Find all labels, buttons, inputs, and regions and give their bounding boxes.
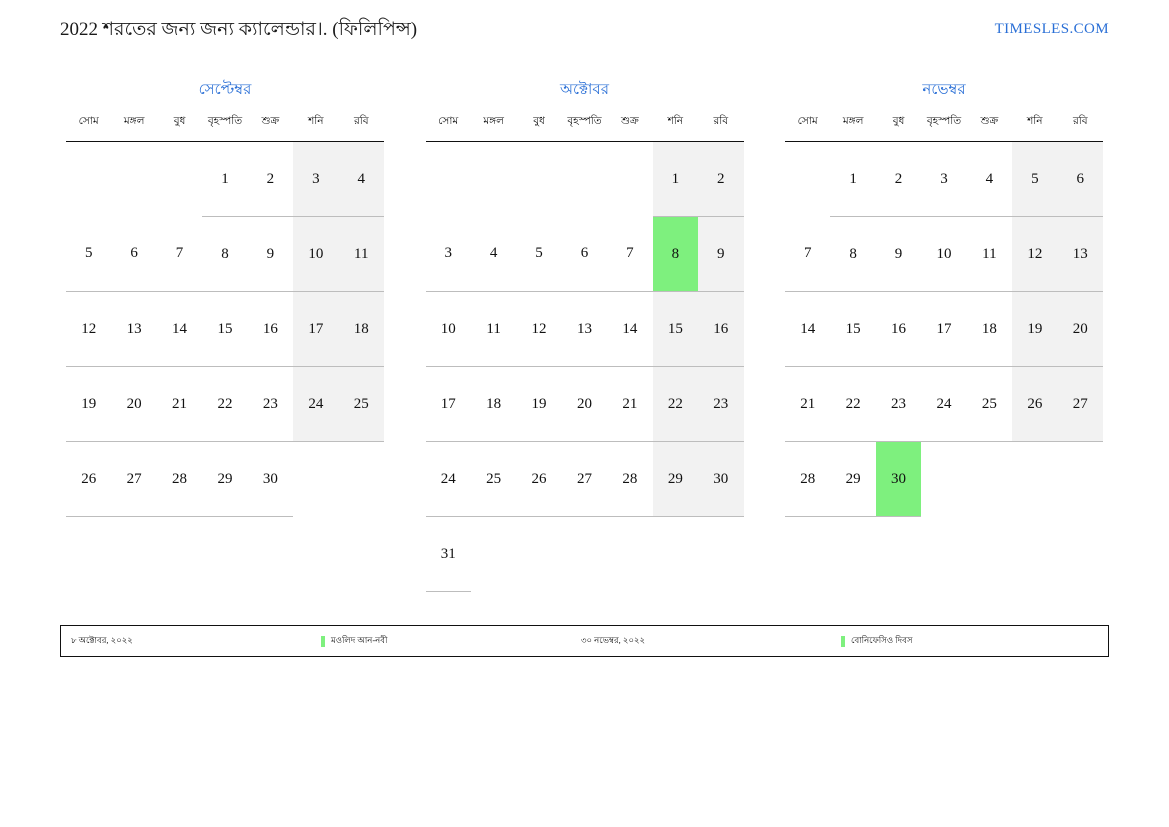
weekday-header: শুক্র [607,110,652,142]
legend-item [841,626,1101,656]
day-cell[interactable]: 25 [967,367,1012,442]
day-cell-empty [339,442,384,517]
day-cell[interactable]: 13 [562,292,607,367]
day-cell[interactable]: 1 [830,142,875,217]
legend-item [61,626,321,656]
day-cell[interactable]: 9 [248,217,293,292]
day-cell-empty [1058,442,1103,517]
weekday-header: বুধ [876,110,921,142]
day-cell[interactable]: 19 [1012,292,1057,367]
day-cell[interactable]: 26 [516,442,561,517]
weekday-header: বুধ [516,110,561,142]
weekday-header: সোম [426,110,471,142]
week-row [785,217,1103,292]
day-cell[interactable]: 17 [426,367,471,442]
day-cell[interactable]: 21 [607,367,652,442]
weekday-header-row [426,110,744,142]
day-cell[interactable]: 27 [562,442,607,517]
day-cell[interactable]: 26 [1012,367,1057,442]
day-cell[interactable]: 17 [921,292,966,367]
day-cell-empty [1012,442,1057,517]
day-cell[interactable]: 23 [698,367,743,442]
day-cell[interactable]: 1 [653,142,698,217]
day-cell-empty [516,517,561,592]
day-cell[interactable]: 5 [516,217,561,292]
day-cell[interactable]: 27 [1058,367,1103,442]
day-cell[interactable]: 14 [785,292,830,367]
weekday-header: সোম [66,110,111,142]
day-cell[interactable]: 4 [967,142,1012,217]
day-cell[interactable]: 15 [653,292,698,367]
month-title: অক্টোবর [559,82,610,98]
weekday-header-row [66,110,384,142]
day-cell[interactable]: 8 [202,217,247,292]
day-cell[interactable]: 16 [698,292,743,367]
day-cell-empty [426,142,471,217]
day-cell[interactable]: 10 [426,292,471,367]
weekday-header: বৃহস্পতি [202,110,247,142]
month-grid [66,110,384,517]
legend-label: মওলিদ আন-নবী [331,635,388,645]
day-cell[interactable]: 24 [426,442,471,517]
day-cell[interactable]: 13 [111,292,156,367]
day-cell[interactable]: 9 [698,217,743,292]
day-cell[interactable]: 11 [967,217,1012,292]
day-cell[interactable]: 30 [248,442,293,517]
weekday-header: মঙ্গল [830,110,875,142]
legend-box [60,625,1109,657]
weekday-header: বৃহস্পতি [562,110,607,142]
day-cell[interactable]: 4 [339,142,384,217]
day-cell[interactable]: 2 [876,142,921,217]
day-cell-empty [111,142,156,217]
page-header [60,18,1109,48]
day-cell[interactable]: 19 [66,367,111,442]
day-cell[interactable]: 24 [293,367,338,442]
day-cell[interactable]: 23 [248,367,293,442]
day-cell[interactable]: 28 [785,442,830,517]
week-row [66,142,384,217]
day-cell-empty [562,142,607,217]
weekday-header: শুক্র [967,110,1012,142]
day-cell[interactable]: 14 [157,292,202,367]
day-cell[interactable]: 27 [111,442,156,517]
day-cell[interactable]: 12 [516,292,561,367]
day-cell[interactable]: 21 [157,367,202,442]
day-cell[interactable]: 19 [516,367,561,442]
day-cell[interactable]: 11 [471,292,516,367]
week-row [785,292,1103,367]
weekday-header: রবি [1058,110,1103,142]
month-block [60,78,390,592]
day-cell[interactable]: 5 [1012,142,1057,217]
day-cell[interactable]: 30 [698,442,743,517]
day-cell[interactable]: 24 [921,367,966,442]
day-cell[interactable]: 14 [607,292,652,367]
weekday-header: রবি [339,110,384,142]
day-cell-empty [698,517,743,592]
day-cell[interactable]: 26 [66,442,111,517]
weekday-header-row [785,110,1103,142]
day-cell-empty [471,142,516,217]
day-cell[interactable]: 28 [157,442,202,517]
day-cell[interactable]: 15 [830,292,875,367]
day-cell[interactable]: 18 [339,292,384,367]
day-cell[interactable]: 10 [293,217,338,292]
weekday-header: শনি [1012,110,1057,142]
week-row [426,517,744,592]
day-cell[interactable]: 21 [785,367,830,442]
legend-color-swatch [841,636,845,647]
day-cell[interactable]: 31 [426,517,471,592]
day-cell-empty [967,442,1012,517]
week-row [785,367,1103,442]
day-cell[interactable]: 16 [248,292,293,367]
day-cell[interactable]: 2 [698,142,743,217]
day-cell[interactable]: 3 [293,142,338,217]
day-cell[interactable]: 6 [1058,142,1103,217]
day-cell[interactable]: 12 [1012,217,1057,292]
legend-date: ৮ অক্টোবর, ২০২২ [71,635,133,645]
day-cell[interactable]: 20 [1058,292,1103,367]
month-block [420,78,750,592]
day-cell[interactable]: 28 [607,442,652,517]
day-cell[interactable]: 16 [876,292,921,367]
day-cell[interactable]: 6 [562,217,607,292]
weekday-header: রবি [698,110,743,142]
day-cell-empty [607,517,652,592]
day-cell[interactable]: 25 [471,442,516,517]
day-cell[interactable]: 3 [921,142,966,217]
day-cell-empty [921,442,966,517]
day-cell-empty [157,142,202,217]
day-cell[interactable]: 5 [66,217,111,292]
week-row [426,217,744,292]
week-row [426,292,744,367]
week-row [66,367,384,442]
week-row [426,142,744,217]
day-cell-empty [653,517,698,592]
day-cell[interactable]: 7 [157,217,202,292]
month-grid [785,110,1103,517]
day-cell[interactable]: 9 [876,217,921,292]
legend-date: ৩০ নভেম্বর, ২০২২ [581,635,646,645]
day-cell[interactable]: 6 [111,217,156,292]
page-title: 2022 শরতের জন্য জন্য ক্যালেন্ডার।. (ফিলিপিন্স) [60,19,418,40]
day-cell[interactable]: 20 [111,367,156,442]
day-cell[interactable]: 17 [293,292,338,367]
month-block [779,78,1109,592]
day-cell-empty [66,142,111,217]
month-grid [426,110,744,592]
day-cell[interactable]: 13 [1058,217,1103,292]
day-cell[interactable]: 15 [202,292,247,367]
day-cell[interactable]: 10 [921,217,966,292]
day-cell[interactable]: 8 [653,217,698,292]
week-row [66,217,384,292]
week-row [66,292,384,367]
day-cell[interactable]: 4 [471,217,516,292]
weekday-header: বৃহস্পতি [921,110,966,142]
day-cell[interactable]: 29 [653,442,698,517]
day-cell[interactable]: 7 [607,217,652,292]
day-cell[interactable]: 12 [66,292,111,367]
day-cell[interactable]: 8 [830,217,875,292]
day-cell[interactable]: 22 [830,367,875,442]
day-cell-empty [562,517,607,592]
day-cell[interactable]: 22 [653,367,698,442]
legend-color-swatch [321,636,325,647]
day-cell-empty [785,142,830,217]
legend-item [321,626,581,656]
day-cell-empty [471,517,516,592]
day-cell[interactable]: 25 [339,367,384,442]
day-cell[interactable]: 3 [426,217,471,292]
day-cell[interactable]: 29 [830,442,875,517]
week-row [426,367,744,442]
site-brand[interactable]: TIMESLES.COM [994,21,1109,37]
month-title: সেপ্টেম্বর [198,82,252,98]
weekday-header: মঙ্গল [471,110,516,142]
week-row [785,442,1103,517]
week-row [785,142,1103,217]
week-row [426,442,744,517]
day-cell[interactable]: 7 [785,217,830,292]
legend-item [581,626,841,656]
day-cell-empty [607,142,652,217]
day-cell[interactable]: 23 [876,367,921,442]
day-cell[interactable]: 18 [471,367,516,442]
weekday-header: সোম [785,110,830,142]
day-cell-empty [516,142,561,217]
months-container [60,78,1109,592]
weekday-header: শনি [653,110,698,142]
day-cell[interactable]: 2 [248,142,293,217]
weekday-header: মঙ্গল [111,110,156,142]
day-cell[interactable]: 11 [339,217,384,292]
week-row [66,442,384,517]
month-title: নভেম্বর [922,82,966,98]
day-cell[interactable]: 29 [202,442,247,517]
day-cell[interactable]: 20 [562,367,607,442]
day-cell[interactable]: 18 [967,292,1012,367]
day-cell[interactable]: 1 [202,142,247,217]
legend-label: বোনিফেসিও দিবস [851,635,913,645]
weekday-header: শুক্র [248,110,293,142]
day-cell[interactable]: 22 [202,367,247,442]
day-cell[interactable]: 30 [876,442,921,517]
day-cell-empty [293,442,338,517]
weekday-header: বুধ [157,110,202,142]
weekday-header: শনি [293,110,338,142]
